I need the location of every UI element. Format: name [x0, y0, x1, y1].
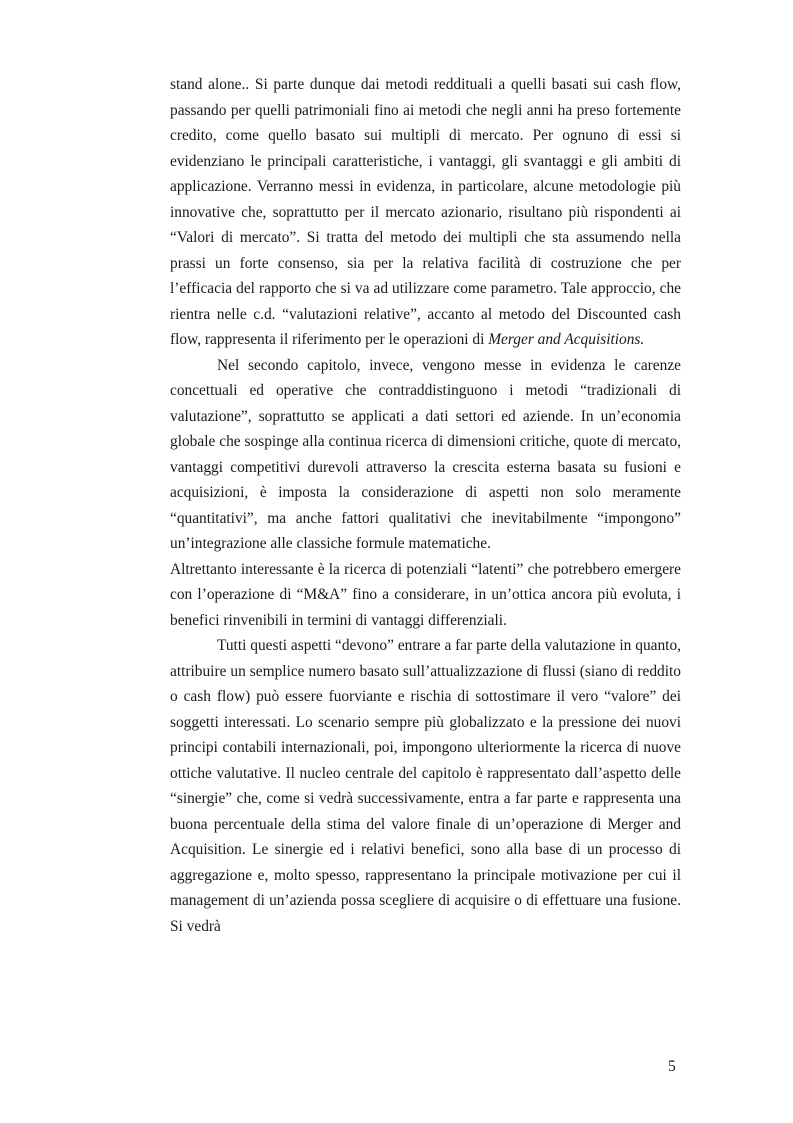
- page-number: 5: [668, 1058, 676, 1075]
- paragraph-1-text: stand alone.. Si parte dunque dai metodi reddituali a quelli basati sui cash flow, passando per quelli patrimoniali fino ai metodi che negli anni ha preso fortemente credito, come quello basato sui multipli di mercato. Per ognuno di essi si evidenziano le principali caratteristiche, i vantaggi, gli svantaggi e gli ambiti di applicazione. Verranno messi in evidenza, in particolare, alcune metodologie più innovative che, soprattutto per il mercato azionario, risultano più rispondenti ai “Valori di mercato”. Si tratta del metodo dei multipli che sta assumendo nella prassi un forte consenso, sia per la relativa facilità di costruzione che per l’efficacia del rapporto che si va ad utilizzare come parametro. Tale approccio, che rientra nelle c.d. “valutazioni relative”, accanto al metodo del Discounted cash flow, rappresenta il riferimento per le operazioni di: [170, 76, 681, 348]
- paragraph-3: Altrettanto interessante è la ricerca di potenziali “latenti” che potrebbero emergere con l’operazione di “M&A” fino a considerare, in un’ottica ancora più evoluta, i benefici rinvenibili in termini di vantaggi differenziali.: [170, 560, 681, 629]
- paragraph-1-italic-text: Merger and Acquisitions.: [488, 331, 645, 348]
- paragraph-4: Tutti questi aspetti “devono” entrare a far parte della valutazione in quanto, attribuire un semplice numero basato sull’attualizzazione di flussi (siano di reddito o cash flow) può essere fuorviante e rischia di sottostimare il vero “valore” dei soggetti interessati. Lo scenario sempre più globalizzato e la pressione dei nuovi principi contabili internazionali, poi, impongono ulteriormente la ricerca di nuove ottiche valutative. Il nucleo centrale del capitolo è rappresentato dall’aspetto delle “sinergie” che, come si vedrà successivamente, entra a far parte e rappresenta una buona percentuale della stima del valore finale di un’operazione di Merger and Acquisition. Le sinergie ed i relativi benefici, sono alla base di un processo di aggregazione e, molto spesso, rappresentano la principale motivazione per cui il management di un’azienda possa scegliere di acquisire o di effettuare una fusione. Si vedrà: [170, 637, 681, 935]
- body-text: [170, 72, 681, 939]
- paragraph-1: [170, 72, 681, 353]
- paragraph-2: Nel secondo capitolo, invece, vengono messe in evidenza le carenze concettuali ed operative che contraddistinguono i metodi “tradizionali di valutazione”, soprattutto se applicati a dati settori ed aziende. In un’economia globale che sospinge alla continua ricerca di dimensioni critiche, quote di mercato, vantaggi competitivi durevoli attraverso la crescita esterna basata su fusioni e acquisizioni, è imposta la considerazione di aspetti non solo meramente “quantitativi”, ma anche fattori qualitativi che inevitabilmente “impongono” un’integrazione alle classiche formule matematiche.: [170, 356, 681, 552]
